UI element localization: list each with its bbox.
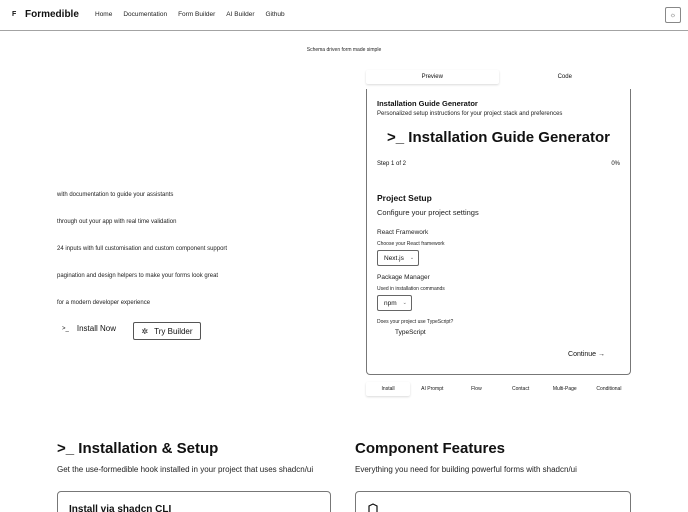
feature-item: through out your app with real time validation <box>57 218 177 225</box>
shield-icon <box>368 503 378 512</box>
terminal-icon: >_ <box>57 440 79 457</box>
example-tab-install[interactable]: Install <box>366 382 410 396</box>
sparkle-icon: ✲ <box>141 326 149 336</box>
example-tab-flow[interactable]: Flow <box>471 386 482 392</box>
typescript-label[interactable]: TypeScript <box>395 328 426 336</box>
terminal-icon: >_ <box>62 325 69 332</box>
nav-documentation[interactable]: Documentation <box>123 11 168 18</box>
installation-title: >_ Installation & Setup <box>57 440 219 457</box>
typescript-checkbox[interactable] <box>377 328 389 336</box>
install-now-button[interactable] <box>62 324 116 333</box>
form-heading: >_ Installation Guide Generator <box>387 129 610 146</box>
continue-button[interactable]: Continue → <box>568 351 605 358</box>
nav-form-builder[interactable]: Form Builder <box>178 11 216 18</box>
app-name[interactable]: Formedible <box>25 9 79 20</box>
framework-select[interactable]: Next.js ⌄ <box>377 250 419 266</box>
form-subtitle: Personalized setup instructions for your project stack and preferences <box>377 111 563 117</box>
nav-github[interactable]: Github <box>265 11 285 18</box>
package-manager-label: Package Manager <box>377 274 430 281</box>
typescript-field <box>377 328 426 336</box>
try-builder-label: Try Builder <box>154 326 193 336</box>
example-tab-multi-page[interactable]: Multi-Page <box>552 386 577 392</box>
form-title: Installation Guide Generator <box>377 99 478 108</box>
sun-icon: ☼ <box>669 11 677 19</box>
step-indicator: Step 1 of 2 <box>377 161 407 167</box>
framework-hint: Choose your React framework <box>377 241 445 247</box>
install-card <box>57 491 331 512</box>
installation-subtitle: Get the use-formedible hook installed in your project that uses shadcn/ui <box>57 465 314 474</box>
feature-card <box>355 491 631 512</box>
feature-item: with documentation to guide your assistants <box>57 192 174 198</box>
install-card-title: Install via shadcn CLI <box>69 504 172 512</box>
install-now-label: Install Now <box>76 324 116 333</box>
tab-preview[interactable]: Preview <box>366 70 499 84</box>
features-subtitle: Everything you need for building powerful forms with shadcn/ui <box>355 465 577 474</box>
example-tab-ai-prompt[interactable]: AI Prompt <box>421 386 444 392</box>
feature-list <box>57 192 227 326</box>
section-subtitle: Configure your project settings <box>377 208 479 217</box>
chevron-down-icon: ⌄ <box>402 300 407 306</box>
typescript-question: Does your project use TypeScript? <box>377 319 454 325</box>
preview-panel <box>366 89 631 375</box>
framework-label: React Framework <box>377 229 429 236</box>
preview-code-tabs <box>366 70 631 84</box>
theme-toggle-button[interactable] <box>665 7 681 23</box>
nav-ai-builder[interactable]: AI Builder <box>226 11 255 18</box>
chevron-down-icon: ⌄ <box>409 255 415 261</box>
tab-code[interactable]: Code <box>557 74 572 80</box>
package-manager-hint: Used in installation commands <box>377 286 445 292</box>
top-nav <box>0 0 688 31</box>
features-title: Component Features <box>355 440 506 457</box>
example-tab-conditional[interactable]: Conditional <box>596 386 622 392</box>
package-manager-select[interactable]: npm ⌄ <box>377 295 412 311</box>
example-tab-contact[interactable]: Contact <box>511 386 530 392</box>
example-tabs <box>366 382 631 396</box>
progress-percent: 0% <box>611 161 620 167</box>
nav-links <box>95 11 285 18</box>
nav-home[interactable]: Home <box>95 11 113 18</box>
try-builder-button[interactable] <box>133 322 201 340</box>
terminal-icon: >_ <box>387 129 409 146</box>
section-title: Project Setup <box>377 193 432 203</box>
feature-item: for a modern developer experience <box>57 299 151 306</box>
feature-item: pagination and design helpers to make your forms look great <box>57 272 219 279</box>
tagline: Schema driven form made simple <box>306 47 382 53</box>
logo-mark[interactable]: F <box>12 11 17 18</box>
feature-item: 24 inputs with full customisation and custom component support <box>57 245 228 252</box>
